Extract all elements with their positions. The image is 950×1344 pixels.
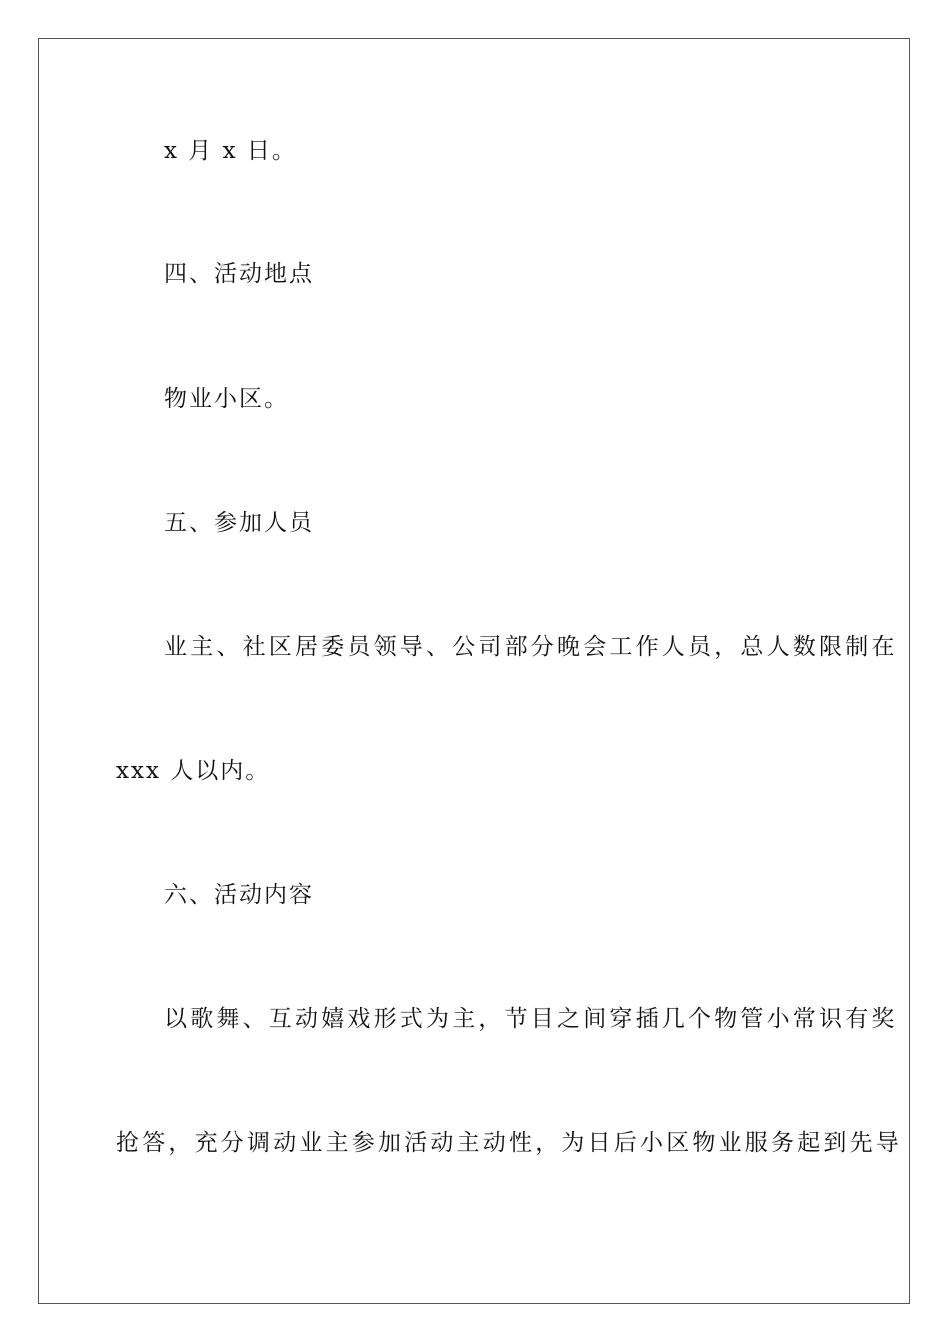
date-line: x 月 x 日。: [164, 138, 297, 164]
section-heading-location: 四、活动地点: [164, 261, 314, 287]
section-heading-content: 六、活动内容: [164, 882, 314, 908]
page-frame: [38, 38, 910, 1304]
section-heading-participants: 五、参加人员: [164, 510, 314, 536]
content-text-line-2: 抢答，充分调动业主参加活动主动性，为日后小区物业服务起到先导: [116, 1130, 902, 1156]
participants-text-line-1: 业主、社区居委员领导、公司部分晚会工作人员，总人数限制在: [164, 634, 898, 660]
location-text: 物业小区。: [164, 386, 289, 412]
participants-text-line-2: xxx 人以内。: [116, 758, 271, 784]
content-text-line-1: 以歌舞、互动嬉戏形式为主，节目之间穿插几个物管小常识有奖: [164, 1006, 898, 1032]
